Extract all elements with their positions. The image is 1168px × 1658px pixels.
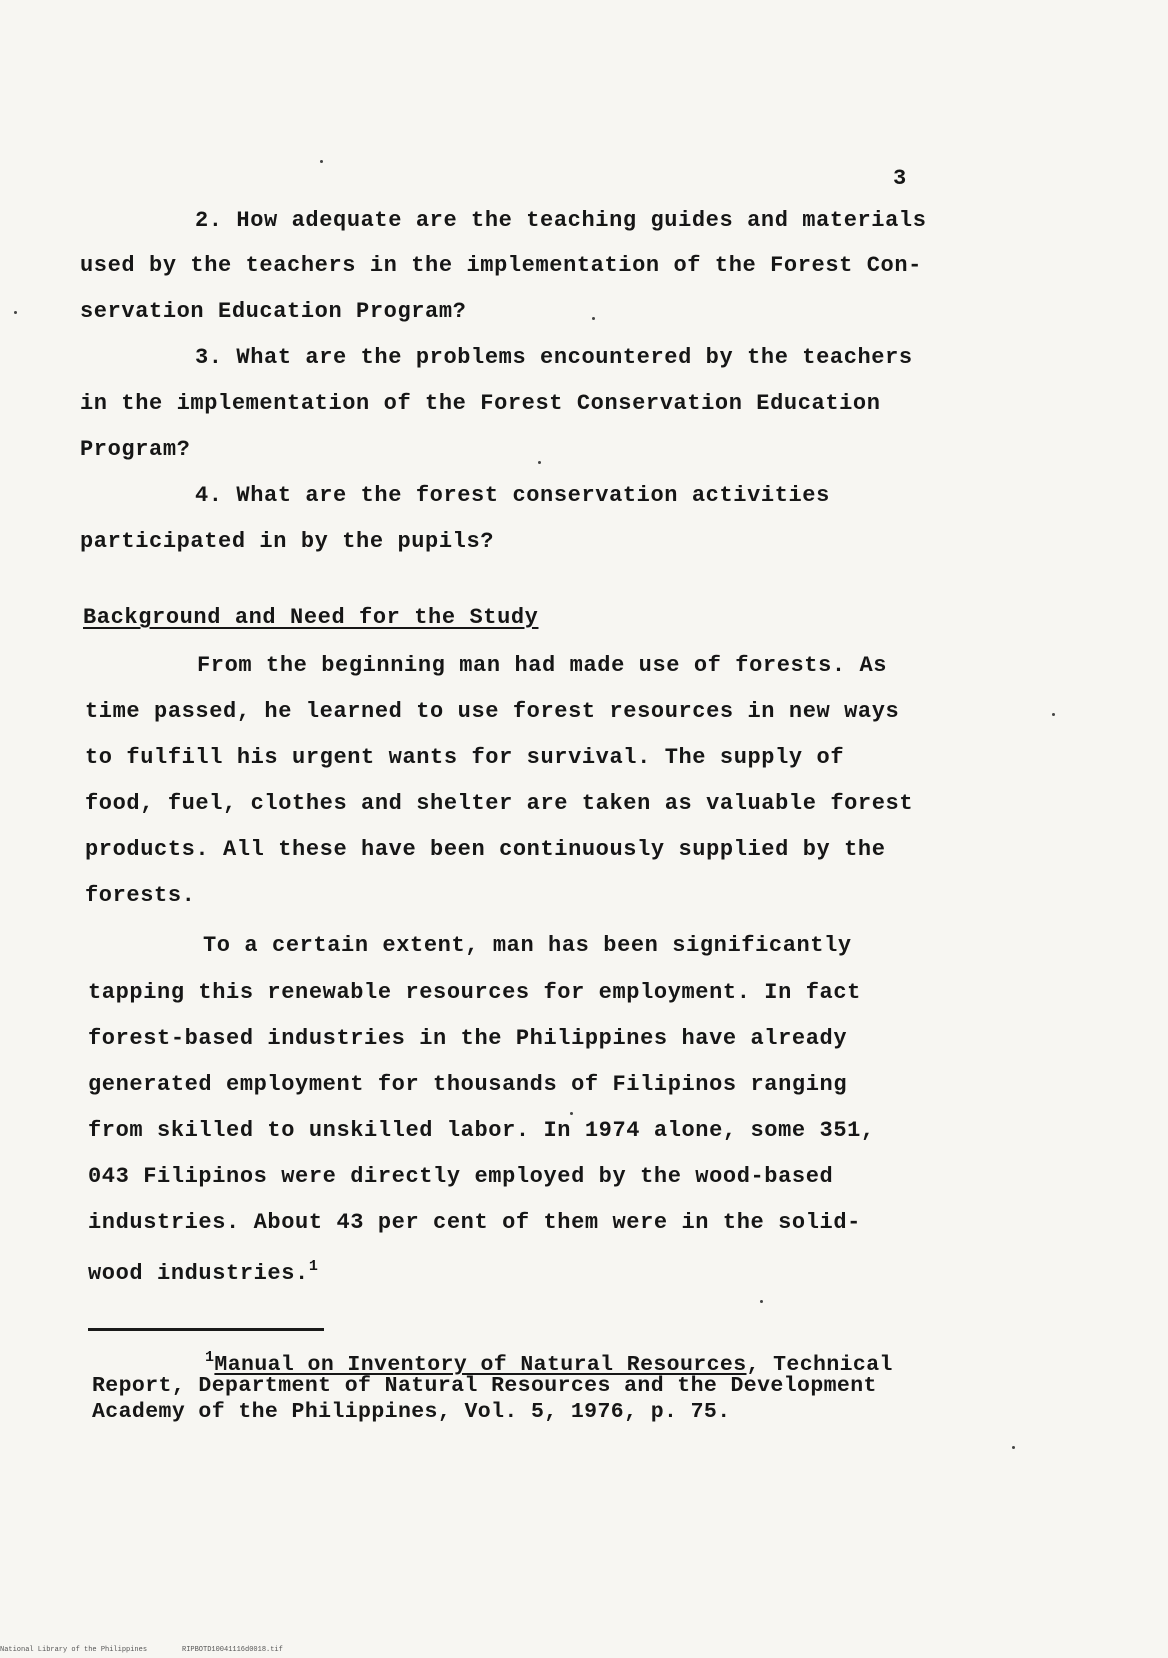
page-number: 3 [893, 166, 907, 191]
text-fragment: wood industries. [88, 1261, 309, 1286]
scan-speck [1012, 1446, 1015, 1449]
text-line: 4. What are the forest conservation activities [195, 483, 830, 508]
scan-speck [320, 160, 323, 163]
footnote-number: 1 [205, 1349, 215, 1366]
text-line: industries. About 43 per cent of them were in the solid- [88, 1210, 861, 1235]
scan-speck [570, 1112, 573, 1115]
footnote-line: Academy of the Philippines, Vol. 5, 1976, p. 75. [92, 1400, 731, 1424]
text-line: used by the teachers in the implementation of the Forest Con- [80, 253, 922, 278]
text-line: 2. How adequate are the teaching guides and materials [195, 208, 927, 233]
text-fragment: , Technical [746, 1353, 893, 1377]
scan-speck [14, 311, 17, 314]
footnote-marker: 1 [308, 1258, 319, 1275]
scan-speck [1052, 713, 1055, 716]
text-line: participated in by the pupils? [80, 529, 495, 554]
text-line: from skilled to unskilled labor. In 1974 alone, some 351, [88, 1118, 875, 1143]
text-line-with-footnote [88, 1258, 318, 1286]
text-line: servation Education Program? [80, 299, 467, 324]
footer-library-label: National Library of the Philippines [0, 1646, 148, 1654]
section-heading: Background and Need for the Study [83, 605, 539, 630]
footnote-rule [88, 1328, 324, 1331]
footer-file-id: RIPBOTD10041116d0018.tif [182, 1646, 283, 1654]
text-line: forest-based industries in the Philippines have already [88, 1026, 848, 1051]
text-line: Program? [80, 437, 191, 462]
text-line: 043 Filipinos were directly employed by the wood-based [88, 1164, 834, 1189]
text-line: products. All these have been continuously supplied by the [85, 837, 886, 862]
scan-speck [538, 461, 541, 464]
text-line: in the implementation of the Forest Conservation Education [80, 391, 881, 416]
text-line: From the beginning man had made use of forests. As [197, 653, 888, 678]
scan-speck [760, 1300, 763, 1303]
text-line: generated employment for thousands of Filipinos ranging [88, 1072, 848, 1097]
text-line: to fulfill his urgent wants for survival. The supply of [85, 745, 845, 770]
text-line: To a certain extent, man has been significantly [203, 933, 852, 958]
text-line: forests. [85, 883, 196, 908]
footnote-line: Report, Department of Natural Resources and the Development [92, 1374, 877, 1398]
footnote-line [205, 1350, 893, 1377]
text-line: tapping this renewable resources for employment. In fact [88, 980, 861, 1005]
footnote-title: Manual on Inventory of Natural Resources [214, 1353, 747, 1377]
scan-speck [592, 317, 595, 320]
text-line: 3. What are the problems encountered by the teachers [195, 345, 913, 370]
text-line: time passed, he learned to use forest resources in new ways [85, 699, 900, 724]
text-line: food, fuel, clothes and shelter are taken as valuable forest [85, 791, 914, 816]
